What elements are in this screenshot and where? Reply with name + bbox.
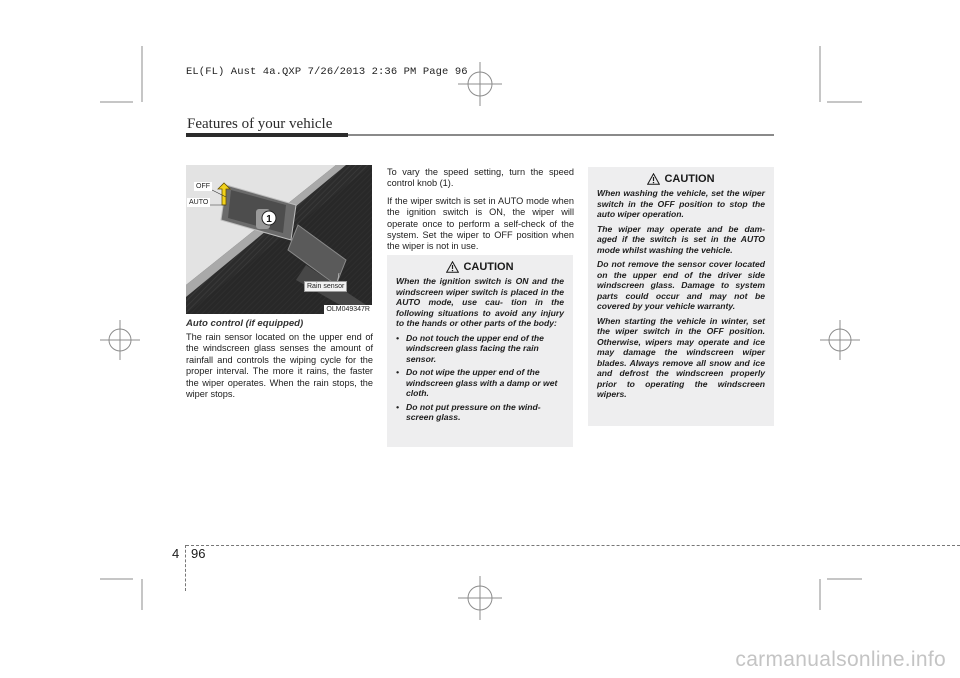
figure-code: OLM049347R xyxy=(326,306,370,313)
caution-paragraph: The wiper may operate and be dam- aged if the switch is set in the AUTO mode whilst washing the vehicle. xyxy=(597,223,765,255)
body-paragraph: To vary the speed setting, turn the speed control knob (1). xyxy=(387,167,574,189)
caution-paragraph: Do not remove the sensor cover located on the upper end of the driver side windscreen glass. Damage to system parts could occur and may not be covered by your vehicle warranty. xyxy=(597,259,765,311)
caution-header xyxy=(396,261,564,273)
caution-title: CAUTION xyxy=(463,261,514,273)
caution-paragraph: When starting the vehicle in winter, set the wiper switch in the OFF position. Otherwise, wipers may operate and ice may damage the windscreen wiper blades. Always remove all snow and ice and defrost the windscreen properly prior to operating the windscreen wipers. xyxy=(597,315,765,399)
watermark: carmanualsonline.info xyxy=(735,648,946,671)
figure-label-off: OFF xyxy=(196,183,210,190)
figure-label-rain-sensor: Rain sensor xyxy=(304,281,347,292)
caution-box-2 xyxy=(588,167,774,426)
chapter-number: 4 xyxy=(172,546,180,561)
footer-divider xyxy=(185,545,186,591)
figure-label-auto: AUTO xyxy=(189,199,209,206)
caution-intro: When the ignition switch is ON and the windscreen wiper switch is placed in the AUTO mode, use cau- tion in the following situations to avoid any injury to the hands or other parts of the body: xyxy=(396,276,564,328)
registration-mark-left xyxy=(100,320,140,360)
caution-list-item: • Do not wipe the upper end of the windscreen glass with a damp or wet cloth. xyxy=(396,367,564,399)
footer-rule xyxy=(186,545,960,546)
print-slug: EL(FL) Aust 4a.QXP 7/26/2013 2:36 PM Page 96 xyxy=(186,66,468,78)
left-column xyxy=(186,318,373,406)
caution-list-item: • Do not put pressure on the wind- screen glass. xyxy=(396,402,564,423)
wiper-stalk-figure xyxy=(186,165,372,314)
registration-mark-right xyxy=(820,320,860,360)
caution-paragraph: When washing the vehicle, set the wiper switch in the OFF position to stop the auto wiper operation. xyxy=(597,188,765,219)
caution-header xyxy=(597,173,765,185)
caution-title: CAUTION xyxy=(664,173,715,185)
warning-triangle-icon xyxy=(647,173,660,185)
caution-list xyxy=(396,333,564,423)
registration-mark-bottom xyxy=(458,576,502,620)
knob-number-label: 1 xyxy=(266,214,272,225)
warning-triangle-icon xyxy=(446,261,459,273)
header-rule-accent xyxy=(186,133,348,137)
page-number: 96 xyxy=(191,546,206,561)
page-header-title: Features of your vehicle xyxy=(187,116,333,132)
caution-list-item: • Do not touch the upper end of the windscreen glass facing the rain sensor. xyxy=(396,333,564,365)
section-subhead: Auto control (if equipped) xyxy=(186,318,304,329)
body-paragraph: The rain sensor located on the upper end of the windscreen glass senses the amount of rainfall and controls the wiping cycle for the proper interval. The more it rains, the faster the wiper operates. When the rain stops, the wiper stops. xyxy=(186,332,373,400)
middle-column xyxy=(387,167,574,259)
body-paragraph: If the wiper switch is set in AUTO mode when the ignition switch is ON, the wiper will operate once to perform a self-check of the system. Set the wiper to OFF position when the wiper is not in use. xyxy=(387,195,574,252)
caution-box-1 xyxy=(387,255,573,447)
